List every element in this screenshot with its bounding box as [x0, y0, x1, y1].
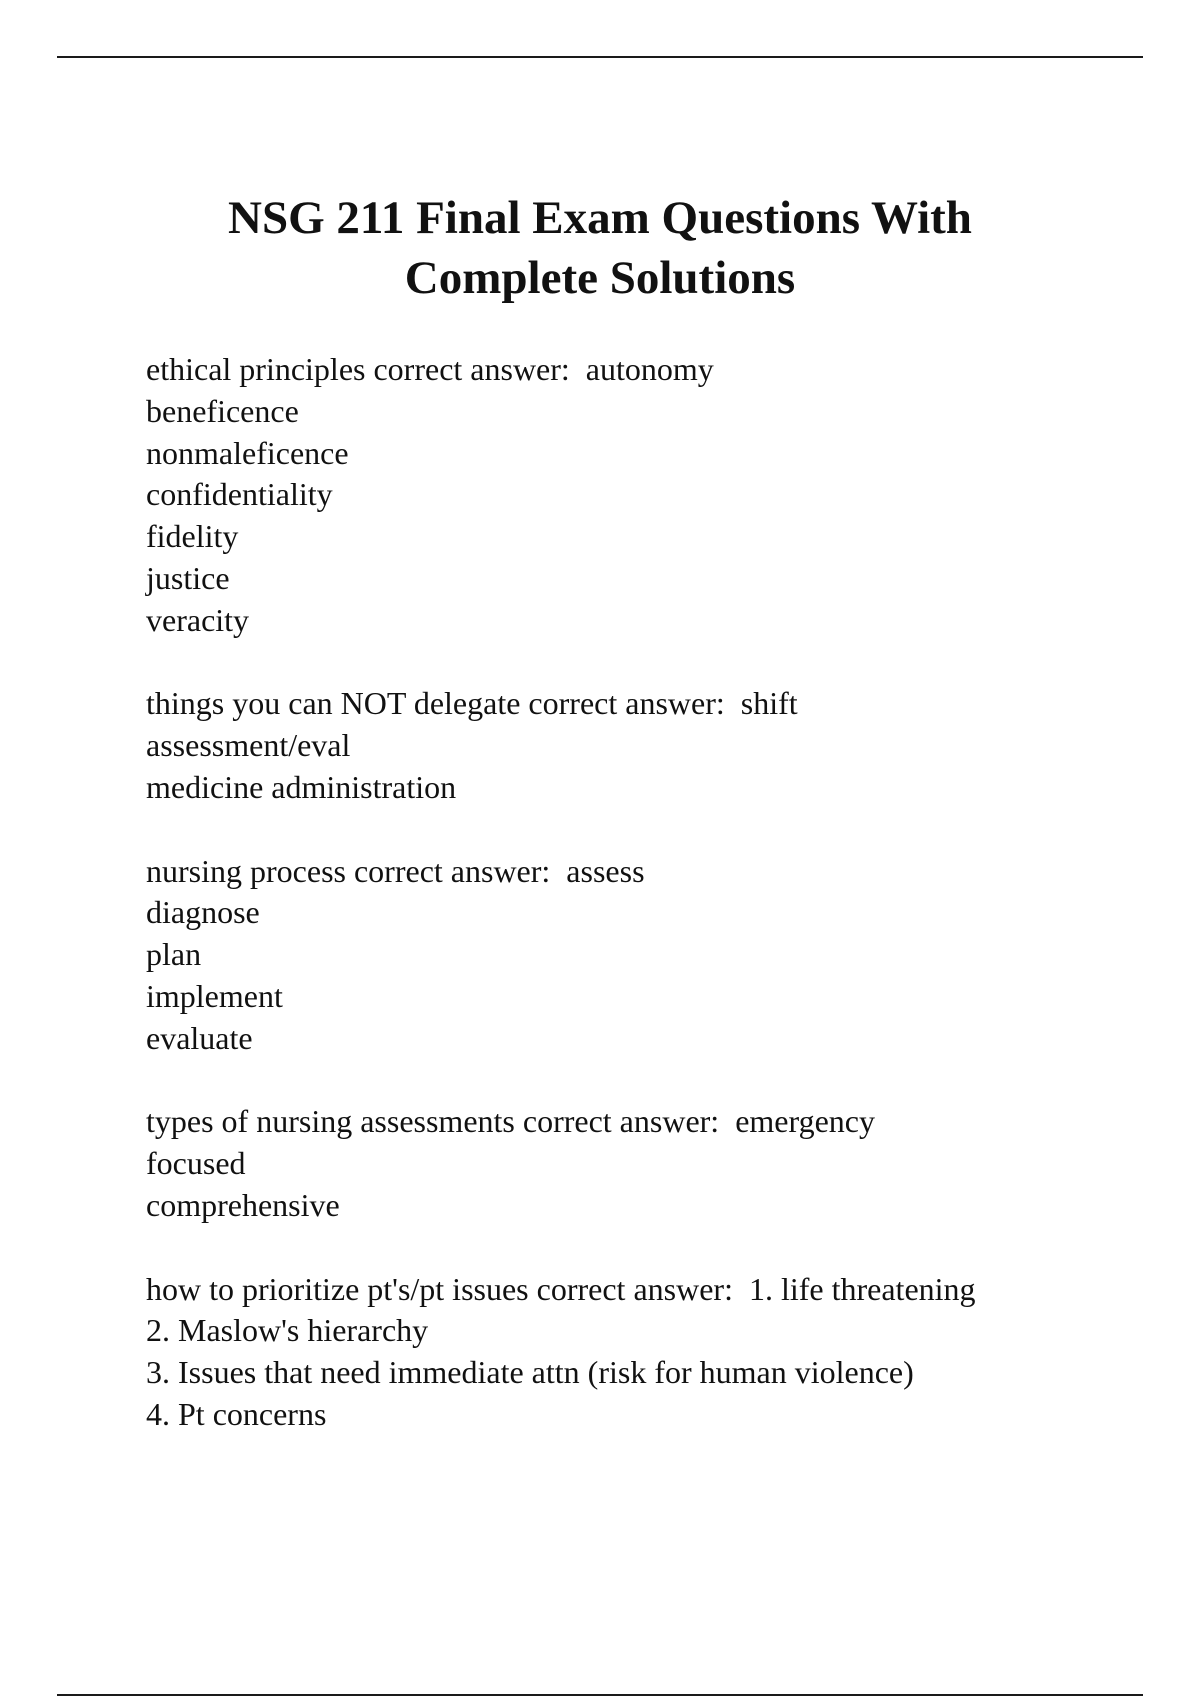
document-body — [146, 349, 1146, 1478]
entry-line: assessment/eval — [146, 727, 351, 764]
entry-line: medicine administration — [146, 768, 457, 805]
entry-line: 3. Issues that need immediate attn (risk for human violence) — [146, 1354, 914, 1391]
entry-line: nursing process correct answer: assess — [146, 852, 645, 889]
entry-line: types of nursing assessments correct answer: emergency — [146, 1103, 875, 1140]
entry-line: veracity — [146, 601, 250, 638]
qa-entry-nursing-process — [146, 851, 1146, 1060]
entry-line: 4. Pt concerns — [146, 1395, 327, 1432]
top-divider — [57, 56, 1143, 58]
bottom-divider — [57, 1694, 1143, 1696]
entry-line: ethical principles correct answer: autonomy — [146, 351, 714, 387]
qa-entry-prioritization — [146, 1269, 1146, 1436]
entry-line: plan — [146, 936, 202, 973]
title-line: NSG 211 Final Exam Questions With — [228, 192, 972, 244]
entry-line: implement — [146, 977, 283, 1014]
title-line: Complete Solutions — [404, 252, 796, 304]
entry-line: comprehensive — [146, 1186, 340, 1223]
entry-line: things you can NOT delegate correct answer: shift — [146, 685, 798, 722]
entry-line: justice — [146, 559, 230, 596]
qa-entry-delegation — [146, 683, 1146, 808]
entry-line: diagnose — [146, 894, 260, 931]
qa-entry-ethical-principles — [146, 349, 1146, 642]
entry-line: fidelity — [146, 518, 239, 555]
entry-line: evaluate — [146, 1019, 253, 1056]
entry-line: how to prioritize pt's/pt issues correct answer: 1. life threatening — [146, 1270, 976, 1307]
entry-line: focused — [146, 1145, 246, 1182]
entry-line: 2. Maslow's hierarchy — [146, 1312, 429, 1349]
entry-line: beneficence — [146, 392, 299, 429]
qa-entry-assessment-types — [146, 1101, 1146, 1226]
entry-line: confidentiality — [146, 476, 333, 513]
page-title — [0, 188, 1200, 308]
entry-line: nonmaleficence — [146, 434, 349, 471]
